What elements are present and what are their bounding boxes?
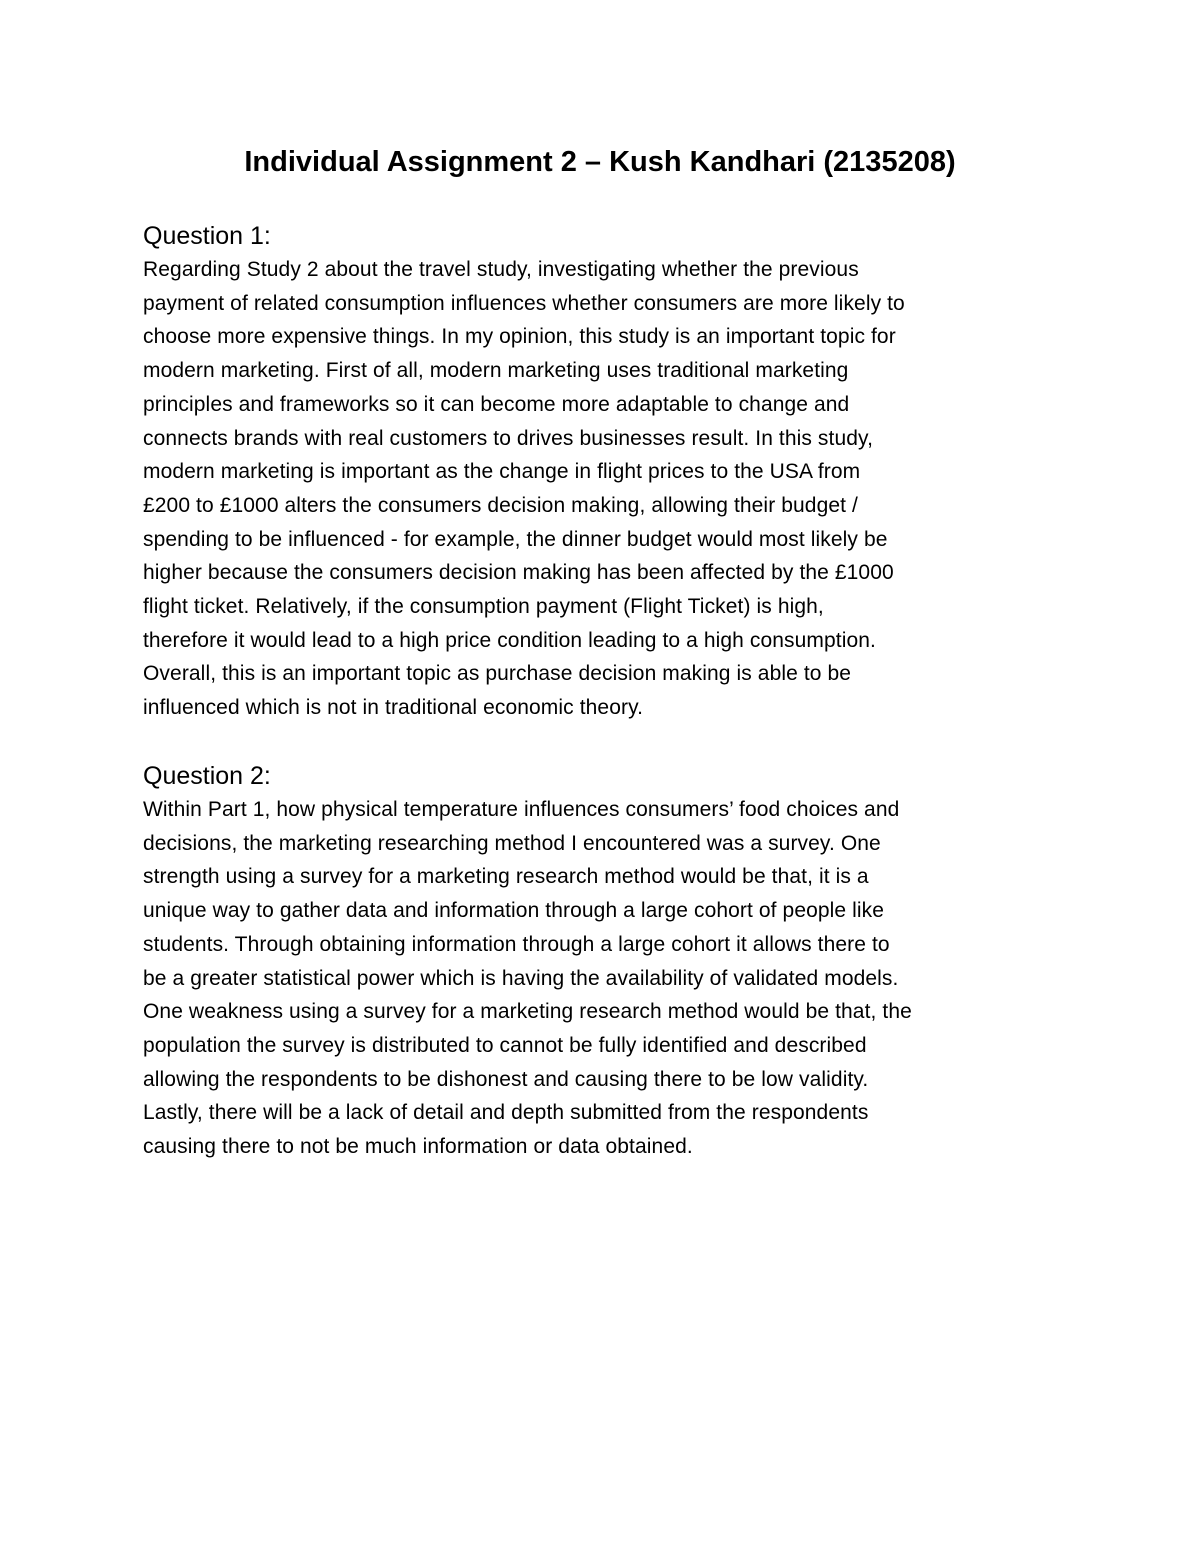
paragraph-line: One weakness using a survey for a marketing research method would be that, the	[143, 1000, 912, 1024]
paragraph-line: Regarding Study 2 about the travel study, investigating whether the previous	[143, 258, 859, 281]
paragraph-line: strength using a survey for a marketing research method would be that, it is a	[143, 865, 869, 889]
paragraph-line: £200 to £1000 alters the consumers decision making, allowing their budget /	[143, 493, 858, 517]
paragraph-line: be a greater statistical power which is having the availability of validated models.	[143, 966, 899, 990]
paragraph-line: higher because the consumers decision making has been affected by the £1000	[143, 561, 894, 585]
question-2-heading: Question 2:	[143, 762, 271, 790]
question-1-heading: Question 1:	[143, 222, 271, 250]
paragraph-line: Overall, this is an important topic as purchase decision making is able to be	[143, 662, 852, 686]
paragraph-line: choose more expensive things. In my opinion, this study is an important topic for	[143, 325, 896, 349]
paragraph-line: modern marketing is important as the change in flight prices to the USA from	[143, 460, 861, 484]
document-title: Individual Assignment 2 – Kush Kandhari (2135208)	[244, 146, 956, 178]
paragraph-line: connects brands with real customers to drives businesses result. In this study,	[143, 426, 873, 450]
paragraph-line: decisions, the marketing researching method I encountered was a survey. One	[143, 831, 881, 855]
paragraph-line: causing there to not be much information or data obtained.	[143, 1135, 693, 1159]
paragraph-line: spending to be influenced - for example, the dinner budget would most likely be	[143, 527, 888, 551]
paragraph-line: population the survey is distributed to cannot be fully identified and described	[143, 1033, 867, 1057]
question-1-body	[143, 253, 1083, 725]
question-2-body	[143, 793, 1083, 1164]
paragraph-line: allowing the respondents to be dishonest and causing there to be low validity.	[143, 1067, 869, 1091]
paragraph-line: unique way to gather data and information through a large cohort of people like	[143, 899, 885, 923]
paragraph-line: modern marketing. First of all, modern marketing uses traditional marketing	[143, 359, 849, 383]
paragraph-line: therefore it would lead to a high price condition leading to a high consumption.	[143, 628, 876, 652]
paragraph-line: Lastly, there will be a lack of detail and depth submitted from the respondents	[143, 1101, 869, 1125]
paragraph-line: payment of related consumption influences whether consumers are more likely to	[143, 291, 905, 315]
paragraph-line: flight ticket. Relatively, if the consumption payment (Flight Ticket) is high,	[143, 595, 824, 619]
paragraph-line: Within Part 1, how physical temperature influences consumers’ food choices and	[143, 798, 900, 821]
paragraph-line: influenced which is not in traditional economic theory.	[143, 696, 644, 720]
paragraph-line: students. Through obtaining information through a large cohort it allows there to	[143, 932, 890, 956]
paragraph-line: principles and frameworks so it can become more adaptable to change and	[143, 392, 850, 416]
